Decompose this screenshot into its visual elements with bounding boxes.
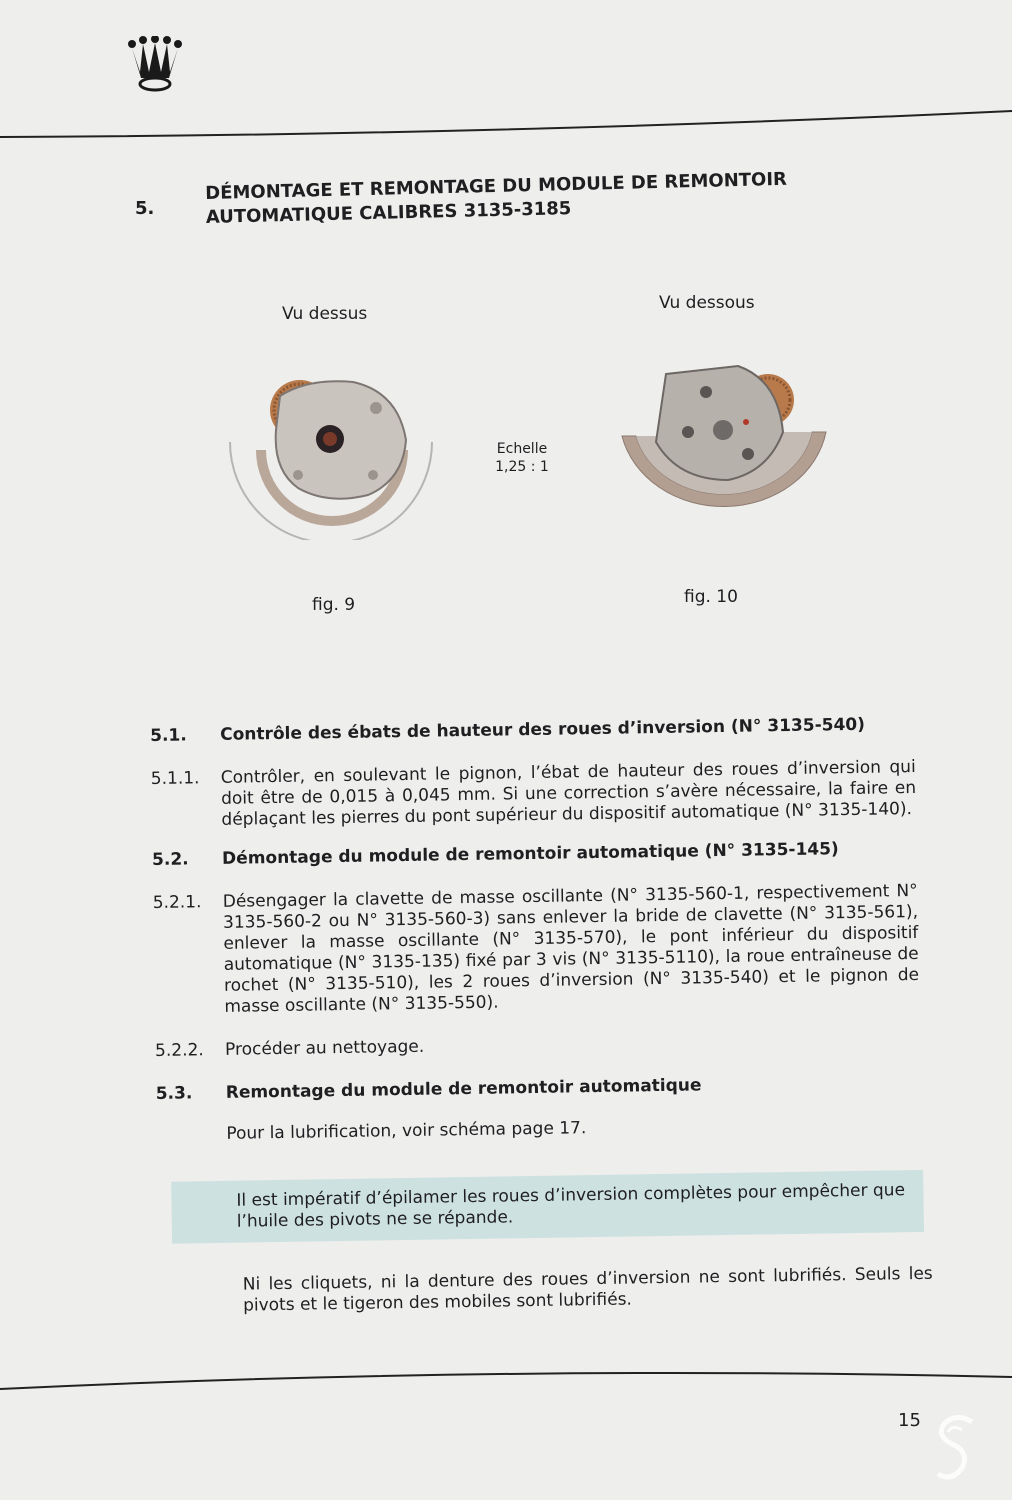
heading-5-3-title: Remontage du module de remontoir automatique: [225, 1075, 702, 1103]
paragraph-5-2-1-text: Désengager la clavette de masse oscillante (N° 3135-560-1, respectivement N° 3135-560-2 ou N° 3135-560-3) sans enlever la bride de clavette (N° 3135-561), enlever la masse oscillante (N° 3135-570), le pont inférieur du dispositif automatique (N° 3135-135) fixé par 3 vis (N° 3135-5110), la roue entraîneuse de rochet (N° 3135-510), les 2 roues d’inversion (N° 3135-540) et le pignon de masse oscillante (N° 3135-550).: [222, 880, 920, 1017]
top-divider: [0, 104, 1012, 144]
paragraph-final-text: Ni les cliquets, ni la denture des roues d’inversion ne sont lubrifiés. Seuls les pivots et le tigeron des mobiles sont lubrifiés.: [242, 1263, 933, 1316]
paragraph-5-1-1-text: Contrôler, en soulevant le pignon, l’ébat de hauteur des roues d’inversion qui doit être de 0,015 à 0,045 mm. Si une correction s’avère nécessaire, la faire en déplaçant les pierres du pont supérieur du dispositif automatique (N° 3135-140).: [220, 756, 917, 830]
fig9-winding-module-top-image: [228, 370, 434, 540]
paragraph-5-1-1-number: 5.1.1.: [150, 768, 200, 789]
section-number: 5.: [135, 198, 155, 219]
heading-5-2-number: 5.2.: [151, 849, 189, 870]
caption-top-view: Vu dessus: [282, 304, 368, 324]
notice-box: Il est impératif d’épilamer les roues d’inversion complètes pour empêcher que l’huile des pivots ne se répande.: [171, 1170, 924, 1244]
paragraph-final: [159, 1264, 940, 1318]
heading-5-1-title: Contrôle des ébats de hauteur des roues d’inversion (N° 3135-540): [219, 714, 866, 745]
section-title-line2: AUTOMATIQUE CALIBRES 3135-3185: [205, 198, 572, 228]
crown-icon: [126, 36, 184, 92]
scale-label-line2: 1,25 : 1: [495, 459, 549, 475]
paragraph-5-2-2-text: Procéder au nettoyage.: [224, 1036, 425, 1060]
heading-5-1-number: 5.1.: [150, 725, 187, 746]
paragraph-5-3-text: Pour la lubrification, voir schéma page 17.: [226, 1118, 587, 1144]
paragraph-5-3: [156, 1113, 936, 1146]
paragraph-5-2-1-number: 5.2.1.: [152, 892, 202, 913]
heading-5-2-title: Démontage du module de remontoir automatique (N° 3135-145): [221, 839, 839, 869]
scale-label: [490, 440, 554, 476]
paragraph-final-indent: [159, 1275, 244, 1318]
heading-5-2: [152, 838, 932, 871]
paragraph-5-2-2-number: 5.2.2.: [154, 1040, 204, 1061]
section-title-line1: DÉMONTAGE ET REMONTAGE DU MODULE DE REMONTOIR: [205, 168, 788, 204]
heading-5-3: [156, 1072, 936, 1105]
bottom-divider: [0, 1360, 1012, 1400]
fig9-label: fig. 9: [312, 595, 356, 615]
body-content: [150, 714, 939, 1318]
fig10-label: fig. 10: [684, 587, 738, 607]
paragraph-5-3-indent: [156, 1124, 226, 1146]
scale-label-line1: Echelle: [496, 441, 548, 457]
paragraph-5-2-2: [155, 1029, 935, 1062]
monogram-watermark-icon: [932, 1412, 980, 1484]
fig10-winding-module-bottom-image: [618, 362, 830, 534]
heading-5-3-number: 5.3.: [155, 1083, 193, 1104]
page-number: 15: [898, 1410, 921, 1431]
heading-5-1: [150, 714, 930, 747]
caption-bottom-view: Vu dessous: [659, 293, 755, 313]
paragraph-5-1-1: [151, 757, 932, 832]
section-title: [205, 168, 788, 230]
paragraph-5-2-1: [153, 881, 935, 1019]
